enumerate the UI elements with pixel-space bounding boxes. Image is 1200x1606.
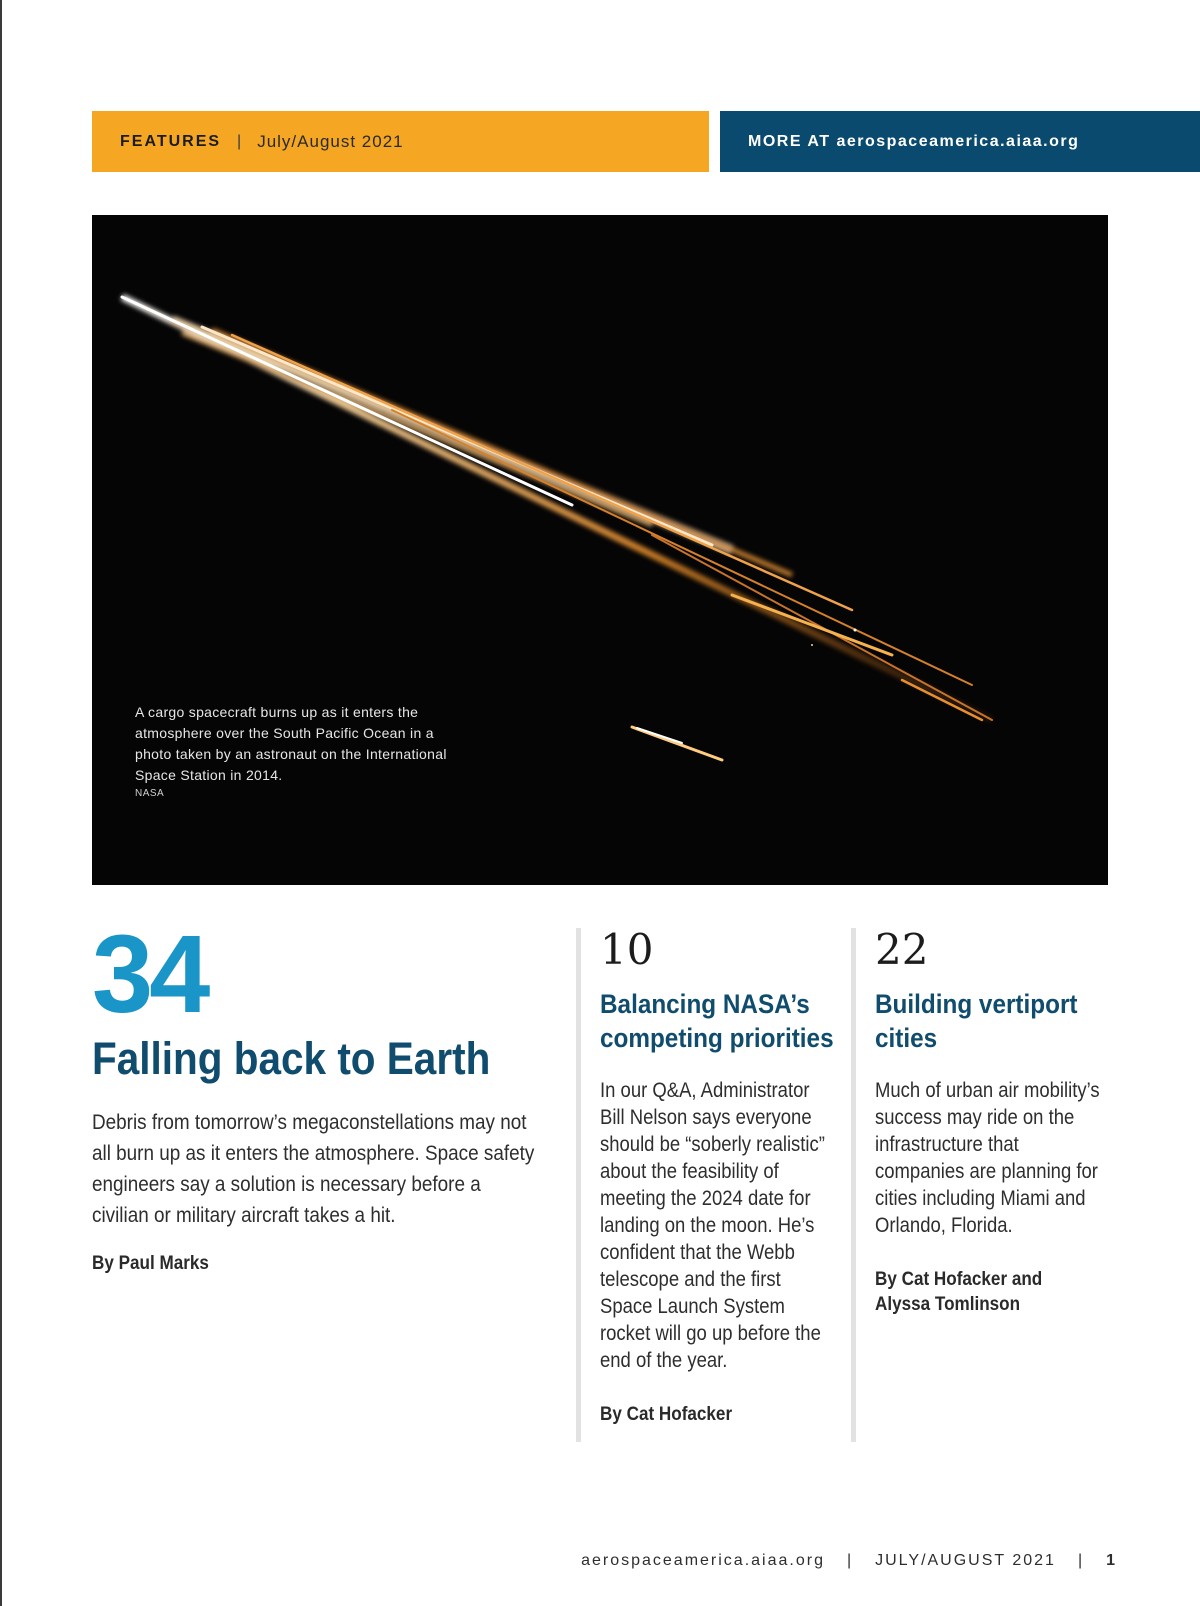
separator: | [237, 132, 242, 150]
feature-title[interactable]: Falling back to Earth [92, 1033, 491, 1084]
column-divider [851, 928, 856, 1442]
section-header [92, 111, 709, 172]
feature-title[interactable] [875, 987, 1091, 1055]
feature-dek: Much of urban air mobility’s success may ride on the infrastructure that companies are planning for cities including Miami and Orlando, Florida. [875, 1079, 1100, 1237]
footer-page-number: 1 [1106, 1552, 1115, 1569]
feature-title[interactable] [600, 987, 834, 1055]
title-line: competing priorities [600, 1023, 834, 1053]
page-edge [0, 0, 2, 1606]
title-line: Building vertiport [875, 989, 1078, 1019]
title-line: Balancing NASA’s [600, 989, 810, 1019]
issue-date: July/August 2021 [257, 131, 404, 151]
feature-dek: In our Q&A, Administrator Bill Nelson says everyone should be “soberly realistic” about the feasibility of meeting the 2024 date for landing on the moon. He’s confident that the Webb telescope and the first Space Launch System rocket will go up before the end of the year. [600, 1079, 825, 1372]
feature-byline: By Paul Marks [92, 1253, 209, 1274]
feature-item[interactable] [600, 925, 840, 1427]
footer-site[interactable]: aerospaceamerica.aiaa.org [581, 1552, 825, 1569]
photo-caption: A cargo spacecraft burns up as it enters the atmosphere over the South Pacific Ocean in a photo taken by an astronaut on the International Space Station in 2014. [135, 704, 447, 783]
footer-issue: JULY/AUGUST 2021 [875, 1552, 1056, 1569]
main-feature[interactable] [92, 913, 552, 1275]
page-number: 10 [600, 925, 654, 974]
separator: | [846, 1552, 854, 1569]
title-line: cities [875, 1023, 938, 1053]
feature-byline: By Cat Hofacker and Alyssa Tomlinson [875, 1269, 1043, 1315]
more-at-link[interactable]: MORE AT aerospaceamerica.aiaa.org [720, 111, 1200, 172]
photo-credit: NASA [135, 788, 165, 799]
page-number: 22 [875, 925, 929, 974]
cover-photo [92, 215, 1108, 885]
feature-dek: Debris from tomorrow’s megaconstellations may not all burn up as it enters the atmosphere. Space safety engineers say a solution is necessary before a civilian or military aircraft takes a hit. [92, 1111, 535, 1227]
page-footer [581, 1552, 1115, 1570]
column-divider [576, 928, 581, 1442]
page-number: 34 [92, 913, 207, 1036]
feature-byline: By Cat Hofacker [600, 1404, 733, 1425]
separator: | [1077, 1552, 1085, 1569]
feature-item[interactable] [875, 925, 1115, 1317]
section-label: FEATURES [120, 132, 222, 150]
